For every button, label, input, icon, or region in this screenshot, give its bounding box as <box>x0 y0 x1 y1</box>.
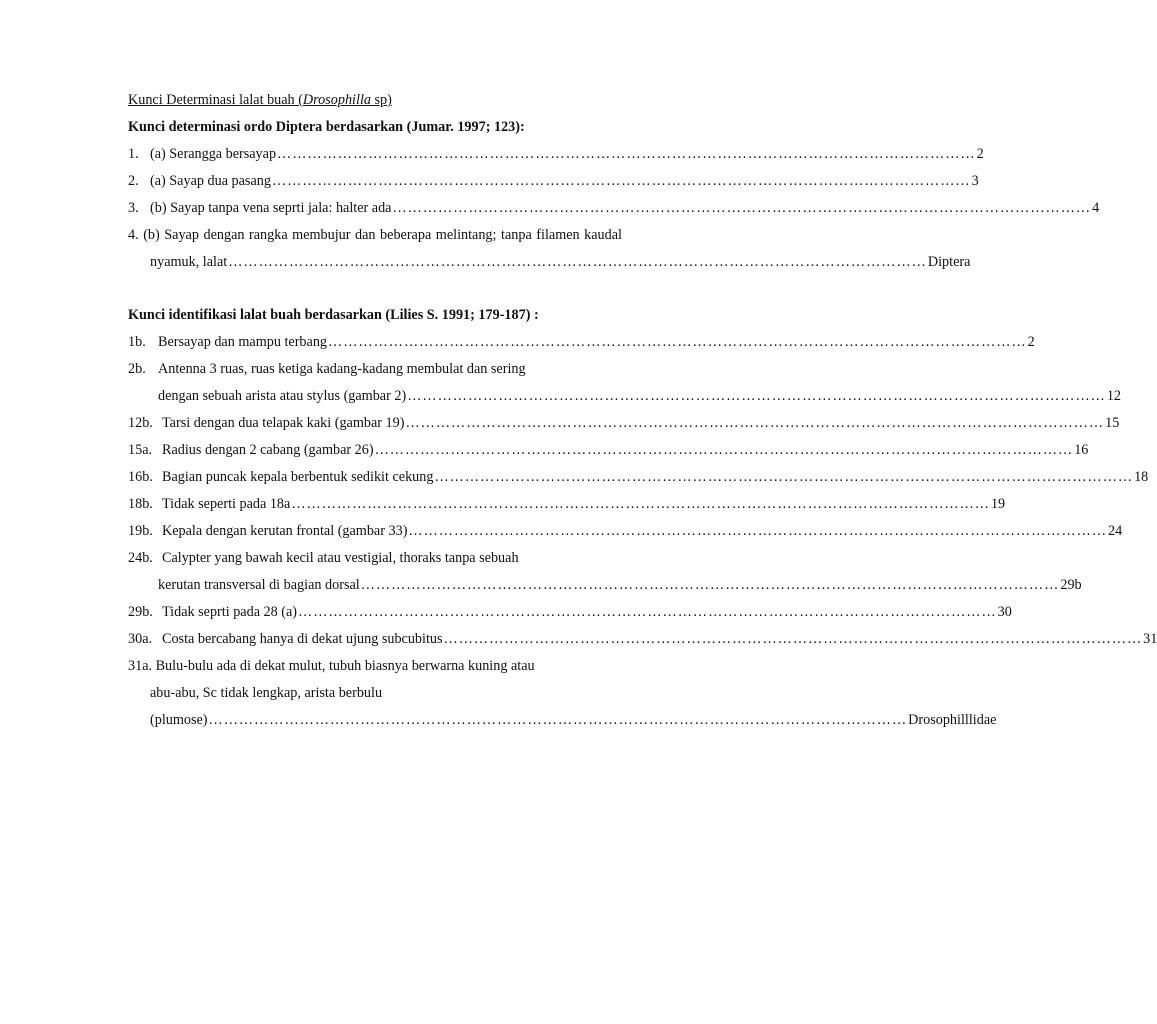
key-text: (plumose) <box>150 712 208 728</box>
key-number: 24b. <box>128 550 153 566</box>
key-text: (a) Serangga bersayap <box>150 146 277 162</box>
leader-dots: ………………………………………………………………………………………………………………………… <box>277 146 976 162</box>
key-item <box>128 496 1006 513</box>
key-number: 1b. <box>128 334 146 350</box>
key-item-continuation <box>158 388 1122 405</box>
document-title <box>128 92 392 109</box>
key-number: 18b. <box>128 496 153 512</box>
key-target: 12 <box>1106 388 1122 404</box>
key-item-4-line2 <box>150 254 971 271</box>
title-genus: Drosophilla <box>302 92 371 108</box>
key-text: Tidak seprti pada 28 (a) <box>162 604 298 620</box>
key-target: 3 <box>971 173 979 189</box>
leader-dots: ………………………………………………………………………………………………………………………… <box>374 442 1074 458</box>
key-target: 19 <box>990 496 1006 512</box>
key-text: dengan sebuah arista atau stylus (gambar 2) <box>158 388 407 404</box>
key-target: 2 <box>976 146 984 162</box>
key-item <box>128 631 1157 648</box>
key-number: 30a. <box>128 631 153 647</box>
key-text: nyamuk, lalat <box>150 254 228 270</box>
title-prefix: Kunci Determinasi lalat buah ( <box>128 92 303 108</box>
key-item <box>128 361 526 378</box>
leader-dots: ………………………………………………………………………………………………………………………… <box>405 415 1105 431</box>
key-item <box>128 415 1120 432</box>
key-item <box>128 146 984 163</box>
key-item <box>128 173 979 190</box>
key-text: kerutan transversal di bagian dorsal <box>158 577 360 593</box>
title-suffix: sp) <box>370 92 392 108</box>
key-target: 18 <box>1134 469 1149 485</box>
key-number: 29b. <box>128 604 153 620</box>
key-number: 16b. <box>128 469 153 485</box>
section1-heading: Kunci determinasi ordo Diptera berdasarkan (Jumar. 1997; 123): <box>128 119 525 135</box>
key-target: 16 <box>1074 442 1089 458</box>
key-number: 12b. <box>128 415 153 431</box>
key-item <box>128 469 1149 486</box>
leader-dots: ………………………………………………………………………………………………………………………… <box>408 523 1108 539</box>
leader-dots: ………………………………………………………………………………………………………………………… <box>228 254 927 270</box>
key-item-31-line3 <box>150 712 997 729</box>
key-text: Bagian puncak kepala berbentuk sedikit cekung <box>162 469 434 485</box>
key-target: Diptera <box>927 254 971 270</box>
leader-dots: ………………………………………………………………………………………………………………………… <box>360 577 1060 593</box>
key-text: (b) Sayap tanpa vena seprti jala: halter ada <box>150 200 392 216</box>
key-target: 24 <box>1108 523 1123 539</box>
key-item <box>128 334 1035 351</box>
leader-dots: ………………………………………………………………………………………………………………………… <box>443 631 1143 647</box>
key-target: Drosophilllidae <box>908 712 997 728</box>
key-target: 2 <box>1027 334 1035 350</box>
key-item-4-line1: 4. (b) Sayap dengan rangka membujur dan beberapa melintang; tanpa filamen kaudal <box>128 227 622 243</box>
key-item-continuation <box>158 577 1082 594</box>
key-target: 29b <box>1060 577 1082 593</box>
leader-dots: ………………………………………………………………………………………………………………………… <box>392 200 1092 216</box>
key-target: 30 <box>997 604 1012 620</box>
key-target: 4 <box>1092 200 1100 216</box>
key-text: Kepala dengan kerutan frontal (gambar 33) <box>162 523 408 539</box>
key-text: Costa bercabang hanya di dekat ujung subcubitus <box>162 631 443 647</box>
key-text: (a) Sayap dua pasang <box>150 173 271 189</box>
key-target: 15 <box>1105 415 1120 431</box>
key-item <box>128 604 1012 621</box>
key-text: Tidak seperti pada 18a <box>162 496 291 512</box>
key-number: 3. <box>128 200 139 216</box>
leader-dots: ………………………………………………………………………………………………………………………… <box>291 496 990 512</box>
leader-dots: ………………………………………………………………………………………………………………………… <box>208 712 908 728</box>
leader-dots: ………………………………………………………………………………………………………………………… <box>328 334 1027 350</box>
key-text: Tarsi dengan dua telapak kaki (gambar 19) <box>162 415 405 431</box>
key-item <box>128 523 1123 540</box>
key-item-31-line2: abu-abu, Sc tidak lengkap, arista berbulu <box>150 685 383 701</box>
key-number: 2. <box>128 173 139 189</box>
key-target: 31 <box>1143 631 1157 647</box>
key-text: Bersayap dan mampu terbang <box>158 334 328 350</box>
key-number: 2b. <box>128 361 146 377</box>
key-text: Calypter yang bawah kecil atau vestigial, thoraks tanpa sebuah <box>162 550 519 566</box>
key-item <box>128 442 1089 459</box>
key-number: 19b. <box>128 523 153 539</box>
leader-dots: ………………………………………………………………………………………………………………………… <box>434 469 1134 485</box>
key-number: 15a. <box>128 442 153 458</box>
key-item <box>128 550 519 567</box>
key-text: Antenna 3 ruas, ruas ketiga kadang-kadang membulat dan sering <box>158 361 526 377</box>
leader-dots: ………………………………………………………………………………………………………………………… <box>298 604 997 620</box>
leader-dots: ………………………………………………………………………………………………………………………… <box>271 173 971 189</box>
key-item-31-line1: 31a. Bulu-bulu ada di dekat mulut, tubuh biasnya berwarna kuning atau <box>128 658 535 674</box>
leader-dots: ………………………………………………………………………………………………………………………… <box>407 388 1106 404</box>
key-number: 1. <box>128 146 139 162</box>
key-text: Radius dengan 2 cabang (gambar 26) <box>162 442 374 458</box>
key-item <box>128 200 1100 217</box>
section2-heading: Kunci identifikasi lalat buah berdasarkan (Lilies S. 1991; 179-187) : <box>128 307 539 323</box>
